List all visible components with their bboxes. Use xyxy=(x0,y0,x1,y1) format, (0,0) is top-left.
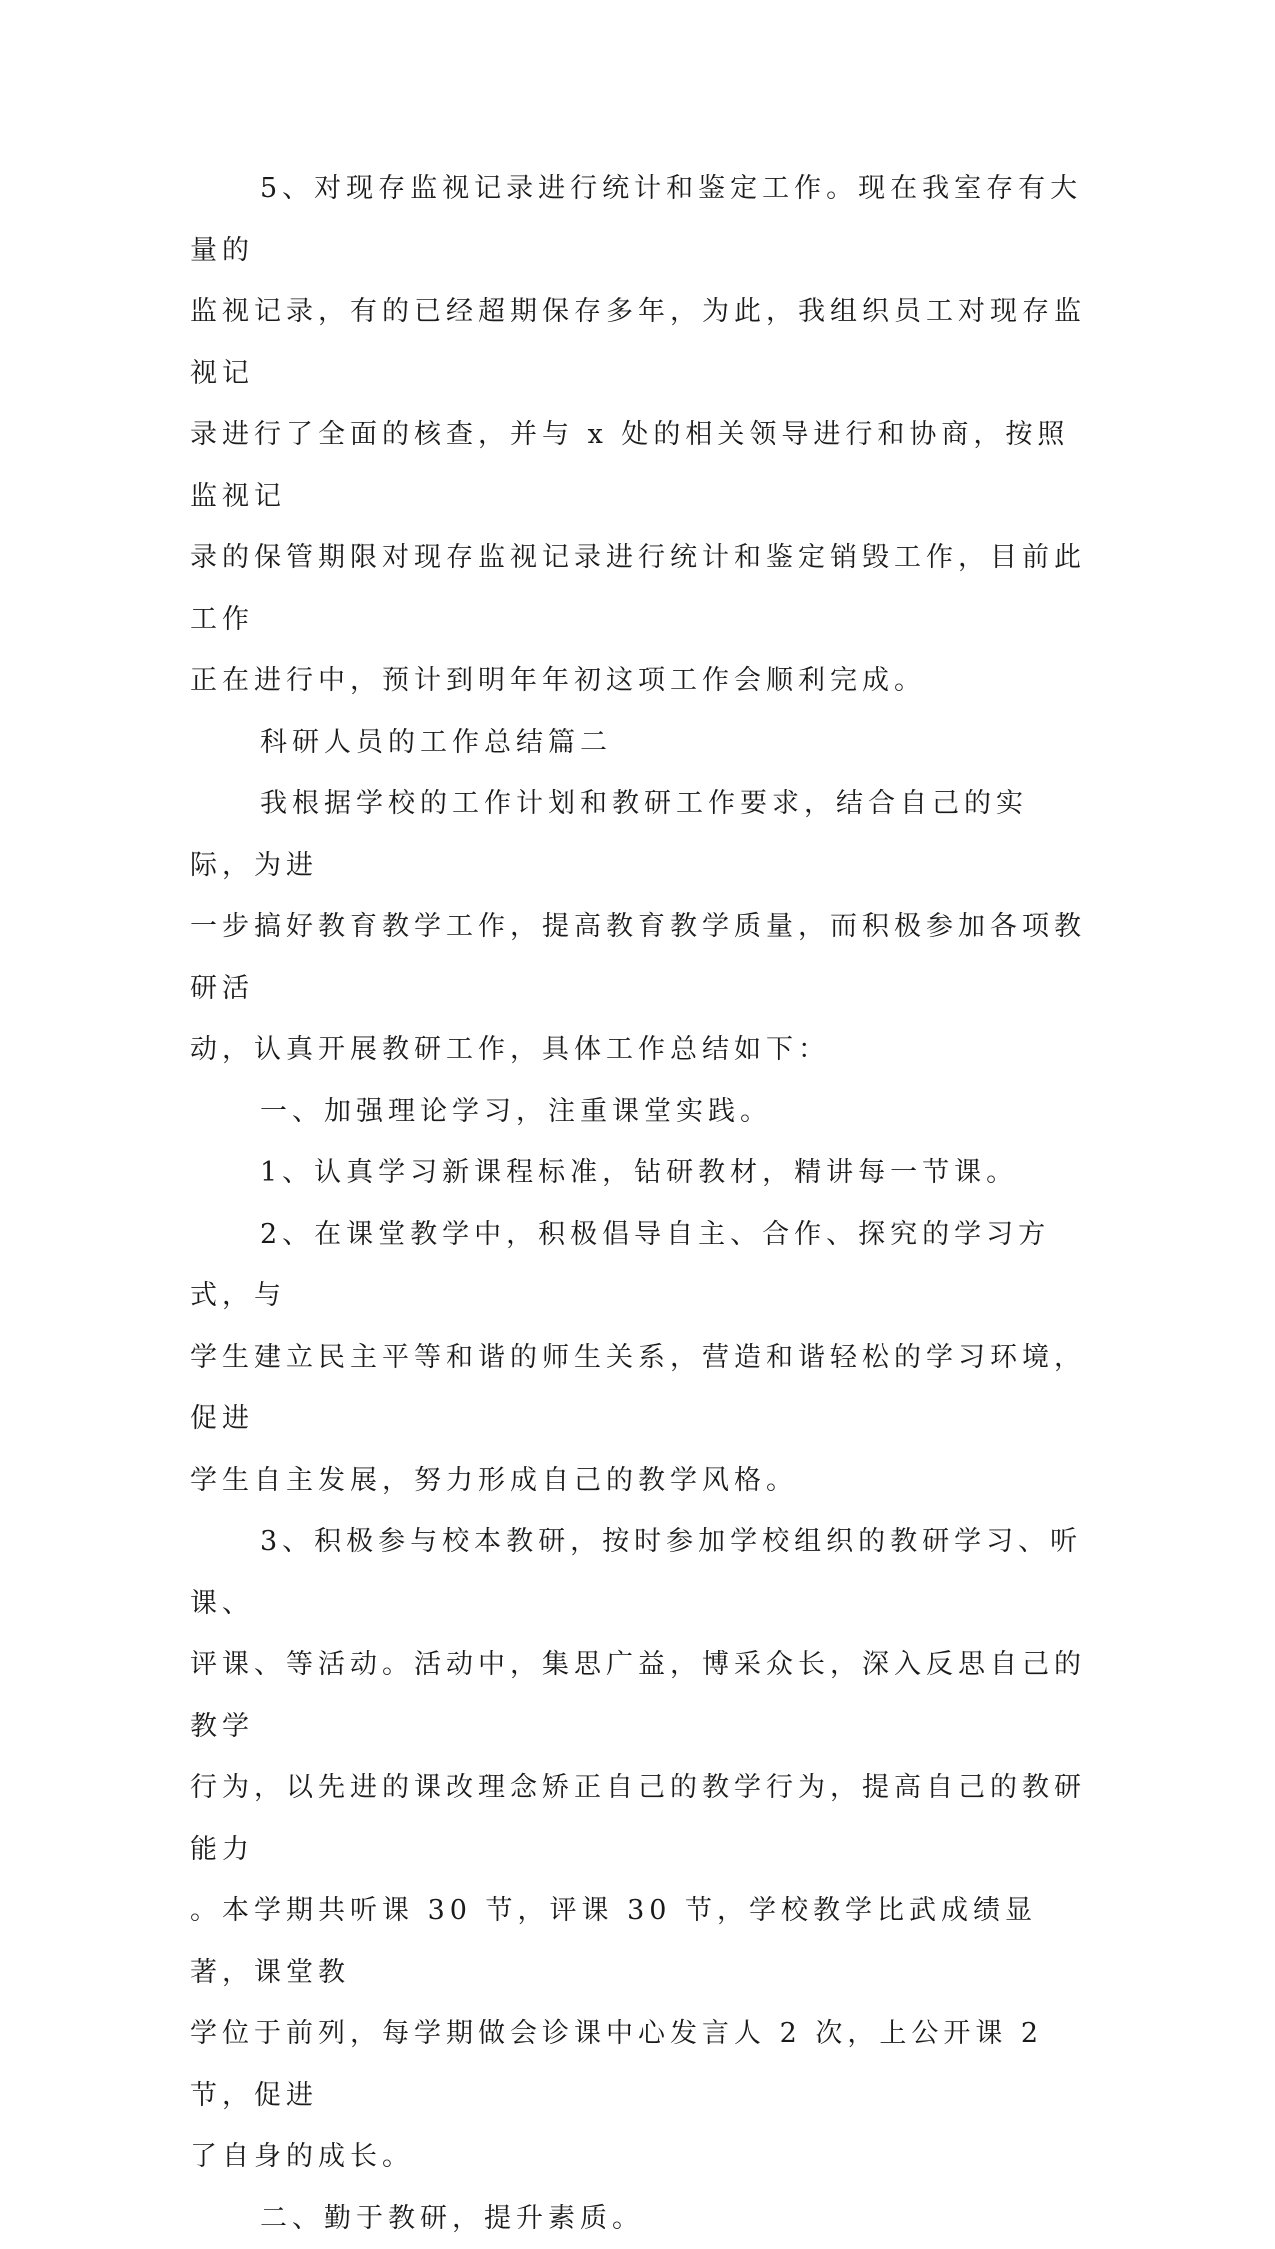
heading-research-quality: 二、勤于教研，提升素质。 xyxy=(190,2188,1090,2249)
paragraph-monitoring-records: 5、对现存监视记录进行统计和鉴定工作。现在我室存有大量的 监视记录，有的已经超期保存多年，为此，我组织员工对现存监视记 录进行了全面的核查，并与 x 处的相关领导进行和协商，按照监视记 录的保管期限对现存监视记录进行统计和鉴定销毁工作，目前此工作 正在进行中，预计到明年年初这项工作会顺利完成。 xyxy=(190,158,1090,712)
section-heading-part-two: 科研人员的工作总结篇二 xyxy=(190,712,1090,774)
heading-theory-study: 一、加强理论学习，注重课堂实践。 xyxy=(190,1081,1090,1143)
paragraph-item-1: 1、认真学习新课程标准，钻研教材，精讲每一节课。 xyxy=(190,1142,1090,1204)
paragraph-item-2: 2、在课堂教学中，积极倡导自主、合作、探究的学习方式，与 学生建立民主平等和谐的师生关系，营造和谐轻松的学习环境，促进 学生自主发展，努力形成自己的教学风格。 xyxy=(190,1204,1090,1512)
paragraph-intro-teaching-research: 我根据学校的工作计划和教研工作要求，结合自己的实际，为进 一步搞好教育教学工作，提高教育教学质量，而积极参加各项教研活 动，认真开展教研工作，具体工作总结如下： xyxy=(190,773,1090,1081)
paragraph-item-3: 3、积极参与校本教研，按时参加学校组织的教研学习、听课、 评课、等活动。活动中，集思广益，博采众长，深入反思自己的教学 行为，以先进的课改理念矫正自己的教学行为，提高自己的教研能力 。本学期共听课 30 节，评课 30 节，学校教学比武成绩显著，课堂教 学位于前列，每学期做会诊课中心发言人 2 次，上公开课 2 节，促进 了自身的成长。 xyxy=(190,1511,1090,2188)
document-body xyxy=(190,158,1090,2249)
